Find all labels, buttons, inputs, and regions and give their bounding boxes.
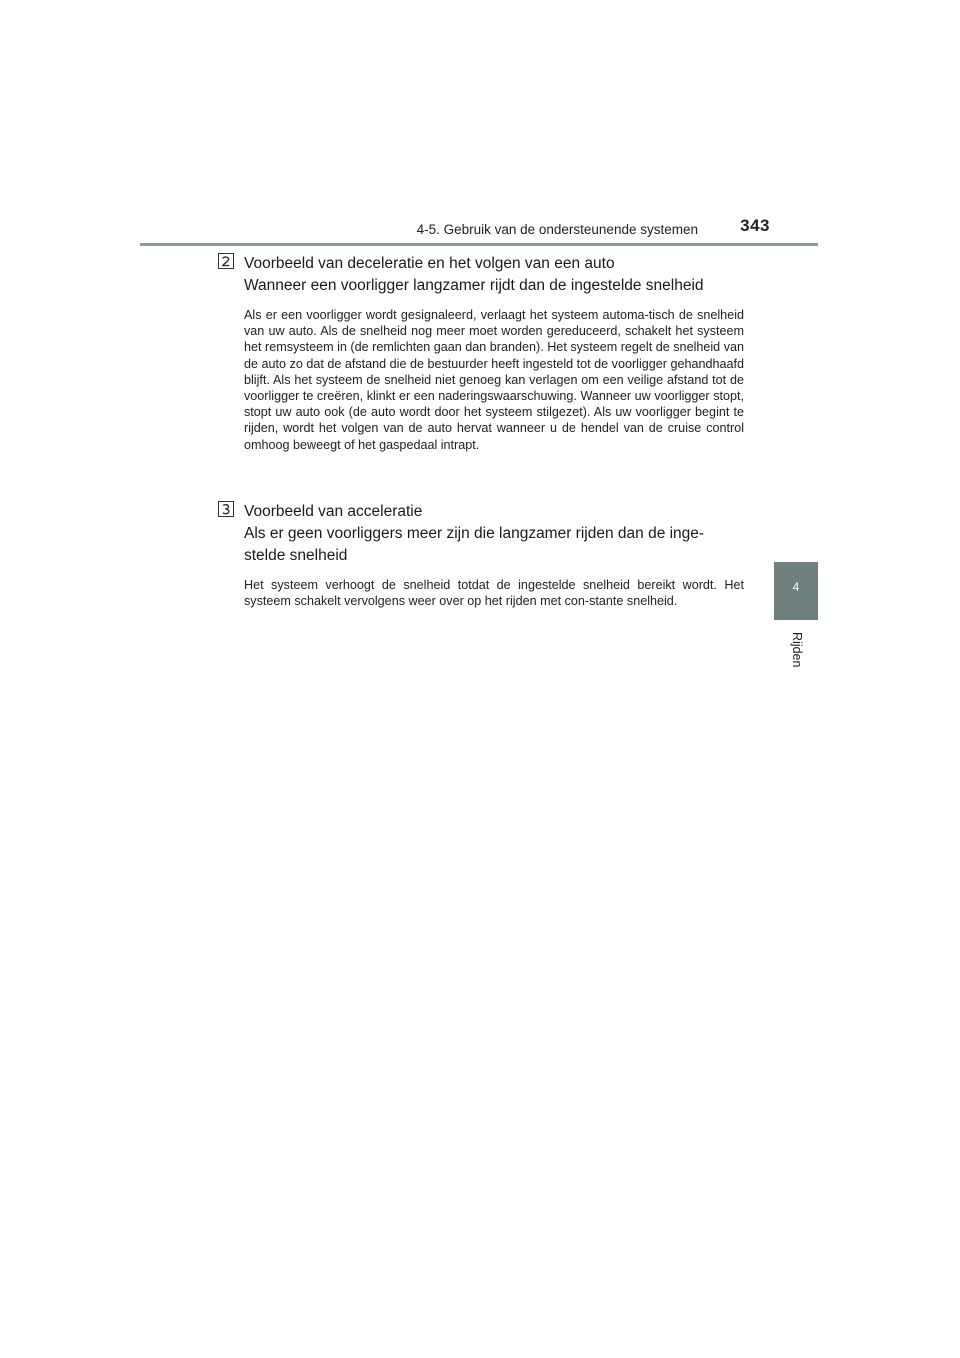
chapter-number: 4	[792, 580, 800, 594]
chapter-label: Rijden	[790, 632, 804, 668]
item-title: Voorbeeld van deceleratie en het volgen van een auto	[244, 255, 615, 272]
item-body: Het systeem verhoogt de snelheid totdat de ingestelde snelheid bereikt wordt. Het systeem schakelt vervolgens weer over op het rijden met con-stante snelheid.	[244, 578, 744, 609]
number-3-icon	[218, 501, 234, 517]
section-title: 4-5. Gebruik van de ondersteunende systemen	[416, 222, 698, 237]
item-subtitle: Als er geen voorliggers meer zijn die langzamer rijden dan de inge-stelde snelheid	[244, 525, 705, 564]
section-item-2	[218, 253, 744, 453]
chapter-label-wrap	[782, 632, 812, 692]
item-subtitle: Wanneer een voorligger langzamer rijdt dan de ingestelde snelheid	[244, 277, 704, 294]
item-title: Voorbeeld van acceleratie	[244, 503, 423, 520]
section-item-3	[218, 501, 744, 609]
chapter-tab	[774, 562, 818, 620]
page-header	[140, 212, 818, 246]
item-body: Als er een voorligger wordt gesignaleerd, verlaagt het systeem automa-tisch de snelheid van uw auto. Als de snelheid nog meer moet worden gereduceerd, schakelt het systeem het remsysteem in (de remlichten gaan dan branden). Het systeem regelt de snelheid van de auto zo dat de afstand die de bestuurder heeft ingesteld tot de voorligger gehandhaafd blijft. Als het systeem de snelheid niet genoeg kan verlagen om een veilige afstand tot de voorligger te creëren, klinkt er een naderingswaarschuwing. Wanneer uw voorligger stopt, stopt uw auto ook (de auto wordt door het systeem stilgezet). Als uw voorligger begint te rijden, wordt het volgen van de auto hervat wanneer u de hendel van de cruise control omhoog beweegt of het gaspedaal intrapt.	[244, 308, 744, 452]
page-number: 343	[740, 216, 770, 235]
number-2-icon	[218, 253, 234, 269]
